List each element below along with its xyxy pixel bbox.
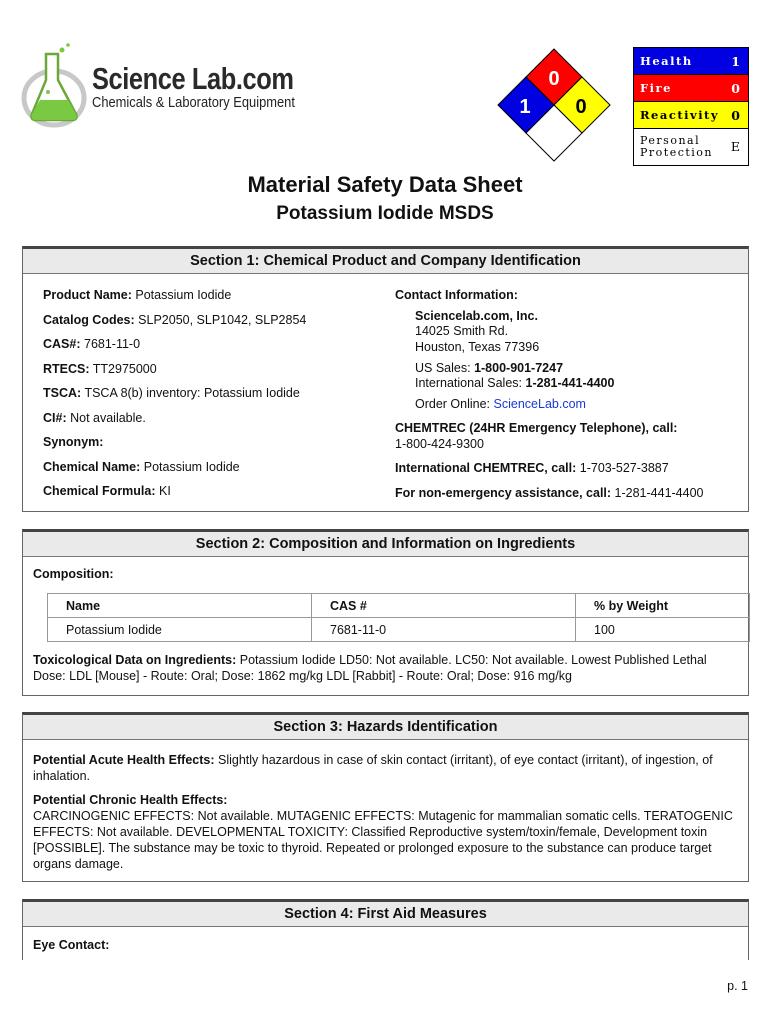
id-row <box>43 435 103 449</box>
chronic-label: Potential Chronic Health Effects: <box>33 793 228 807</box>
intl-sales-phone: 1-281-441-4400 <box>525 376 615 390</box>
acute-label: Potential Acute Health Effects: <box>33 753 215 767</box>
id-row <box>43 411 146 425</box>
hazard-value: 0 <box>731 80 740 96</box>
section-3 <box>22 712 749 882</box>
address-line-2: Houston, Texas 77396 <box>415 340 540 354</box>
hazard-reactivity-row <box>634 102 748 129</box>
hazard-label: Reactivity <box>640 108 720 122</box>
chemtrec-label: CHEMTREC (24HR Emergency Telephone), call: <box>395 421 678 435</box>
page-number: p. 1 <box>727 979 748 993</box>
id-value: Potassium Iodide <box>140 460 240 474</box>
nfpa-reactivity-value: 0 <box>575 96 587 118</box>
table-cell: 100 <box>576 618 750 642</box>
id-value: Potassium Iodide <box>131 288 232 302</box>
hazard-health-row <box>634 48 748 75</box>
id-label: Synonym: <box>43 435 104 449</box>
order-online-label: Order Online: <box>415 397 494 411</box>
table-header-cell: Name <box>48 594 312 618</box>
personal-protection-value: E <box>730 139 740 154</box>
intl-chemtrec-label: International CHEMTREC, call: <box>395 461 577 475</box>
id-value: Not available. <box>66 411 146 425</box>
chronic-text: CARCINOGENIC EFFECTS: Not available. MUTAGENIC EFFECTS: Mutagenic for mammalian somatic cells. TERATOGENIC EFFECTS: Not available. DEVELOPMENTAL TOXICITY: Classified Reproductive system/toxin/female, Development toxin [POSSIBLE]. The substance may be toxic to thyroid. Repeated or prolonged exposure to the substance can produce target organs damage. <box>33 809 733 871</box>
id-value: TT2975000 <box>89 362 157 376</box>
hazard-label: Fire <box>640 81 672 95</box>
personal-protection-label <box>640 135 713 159</box>
company-name: Sciencelab.com, Inc. <box>415 309 538 323</box>
nonemergency <box>395 486 704 500</box>
nonemergency-phone: 1-281-441-4400 <box>611 486 704 500</box>
id-label: Chemical Formula: <box>43 484 156 498</box>
nfpa-health-value: 1 <box>519 96 531 118</box>
composition-label: Composition: <box>33 567 114 581</box>
id-row <box>43 337 140 351</box>
id-row <box>43 484 171 498</box>
eye-contact-label: Eye Contact: <box>33 938 110 952</box>
chemtrec-phone: 1-800-424-9300 <box>395 437 484 451</box>
hazard-value: 0 <box>731 107 740 123</box>
table-header-cell: % by Weight <box>576 594 750 618</box>
id-row <box>43 313 306 327</box>
chronic-health-effects <box>33 792 733 872</box>
logo-name: Science Lab.com <box>92 61 294 96</box>
section-3-heading: Section 3: Hazards Identification <box>23 715 748 740</box>
page-title: Material Safety Data Sheet <box>247 172 523 197</box>
us-sales <box>415 361 563 375</box>
address-line-1: 14025 Smith Rd. <box>415 324 509 338</box>
nfpa-fire-value: 0 <box>548 68 560 90</box>
id-label: CAS#: <box>43 337 81 351</box>
table-cell: 7681-11-0 <box>312 618 576 642</box>
id-label: TSCA: <box>43 386 82 400</box>
table-cell: Potassium Iodide <box>48 618 312 642</box>
us-sales-phone: 1-800-901-7247 <box>474 361 564 375</box>
order-online-link[interactable]: ScienceLab.com <box>493 397 586 411</box>
hazard-fire-row <box>634 75 748 102</box>
id-row <box>43 362 157 376</box>
id-row <box>43 386 300 400</box>
logo-tagline: Chemicals & Laboratory Equipment <box>92 94 295 111</box>
id-row <box>43 288 231 302</box>
id-label: Chemical Name: <box>43 460 141 474</box>
personal-label-line1: Personal <box>640 134 701 147</box>
intl-sales <box>415 376 614 390</box>
hazard-value: 1 <box>731 53 740 69</box>
tox-label: Toxicological Data on Ingredients: <box>33 653 237 667</box>
order-online <box>415 397 586 411</box>
composition-table <box>47 593 750 642</box>
intl-chemtrec <box>395 461 669 475</box>
nfpa-diamond <box>497 48 611 166</box>
flask-logo-icon <box>18 42 92 130</box>
id-label: Catalog Codes: <box>43 313 135 327</box>
section-2 <box>22 529 749 696</box>
hazard-label: Health <box>640 54 693 68</box>
table-header-cell: CAS # <box>312 594 576 618</box>
page-subtitle: Potassium Iodide MSDS <box>276 203 494 224</box>
id-row <box>43 460 240 474</box>
table-header-row <box>48 594 750 618</box>
id-value: 7681-11-0 <box>80 337 141 351</box>
logo <box>92 62 338 111</box>
id-label: CI#: <box>43 411 67 425</box>
section-4-heading: Section 4: First Aid Measures <box>23 902 748 927</box>
id-label: Product Name: <box>43 288 132 302</box>
section-1-heading: Section 1: Chemical Product and Company Identification <box>23 249 748 274</box>
us-sales-label: US Sales: <box>415 361 475 375</box>
toxicological-data <box>33 652 733 684</box>
hazard-personal-protection-row <box>634 129 748 165</box>
nonemergency-label: For non-emergency assistance, call: <box>395 486 612 500</box>
id-value: KI <box>155 484 171 498</box>
personal-label-line2: Protection <box>640 146 714 159</box>
tox-text: Potassium Iodide LD50: Not available. LC50: Not available. Lowest Published Lethal Dose: LDL [Mouse] - Route: Oral; Dose: 1862 mg/kg LDL [Rabbit] - Route: Oral; Dose: 916 mg/kg <box>33 653 707 683</box>
hazard-rating-table <box>633 47 749 166</box>
contact-heading: Contact Information: <box>395 288 518 302</box>
table-row <box>48 618 750 642</box>
section-1 <box>22 246 749 512</box>
section-4 <box>22 899 749 960</box>
acute-health-effects <box>33 752 733 784</box>
id-label: RTECS: <box>43 362 90 376</box>
intl-sales-label: International Sales: <box>415 376 526 390</box>
id-value: SLP2050, SLP1042, SLP2854 <box>134 313 307 327</box>
section-2-heading: Section 2: Composition and Information on Ingredients <box>23 532 748 557</box>
intl-chemtrec-phone: 1-703-527-3887 <box>576 461 669 475</box>
id-value: TSCA 8(b) inventory: Potassium Iodide <box>81 386 300 400</box>
acute-text: Slightly hazardous in case of skin contact (irritant), of eye contact (irritant), of ingestion, of inhalation. <box>33 753 713 783</box>
